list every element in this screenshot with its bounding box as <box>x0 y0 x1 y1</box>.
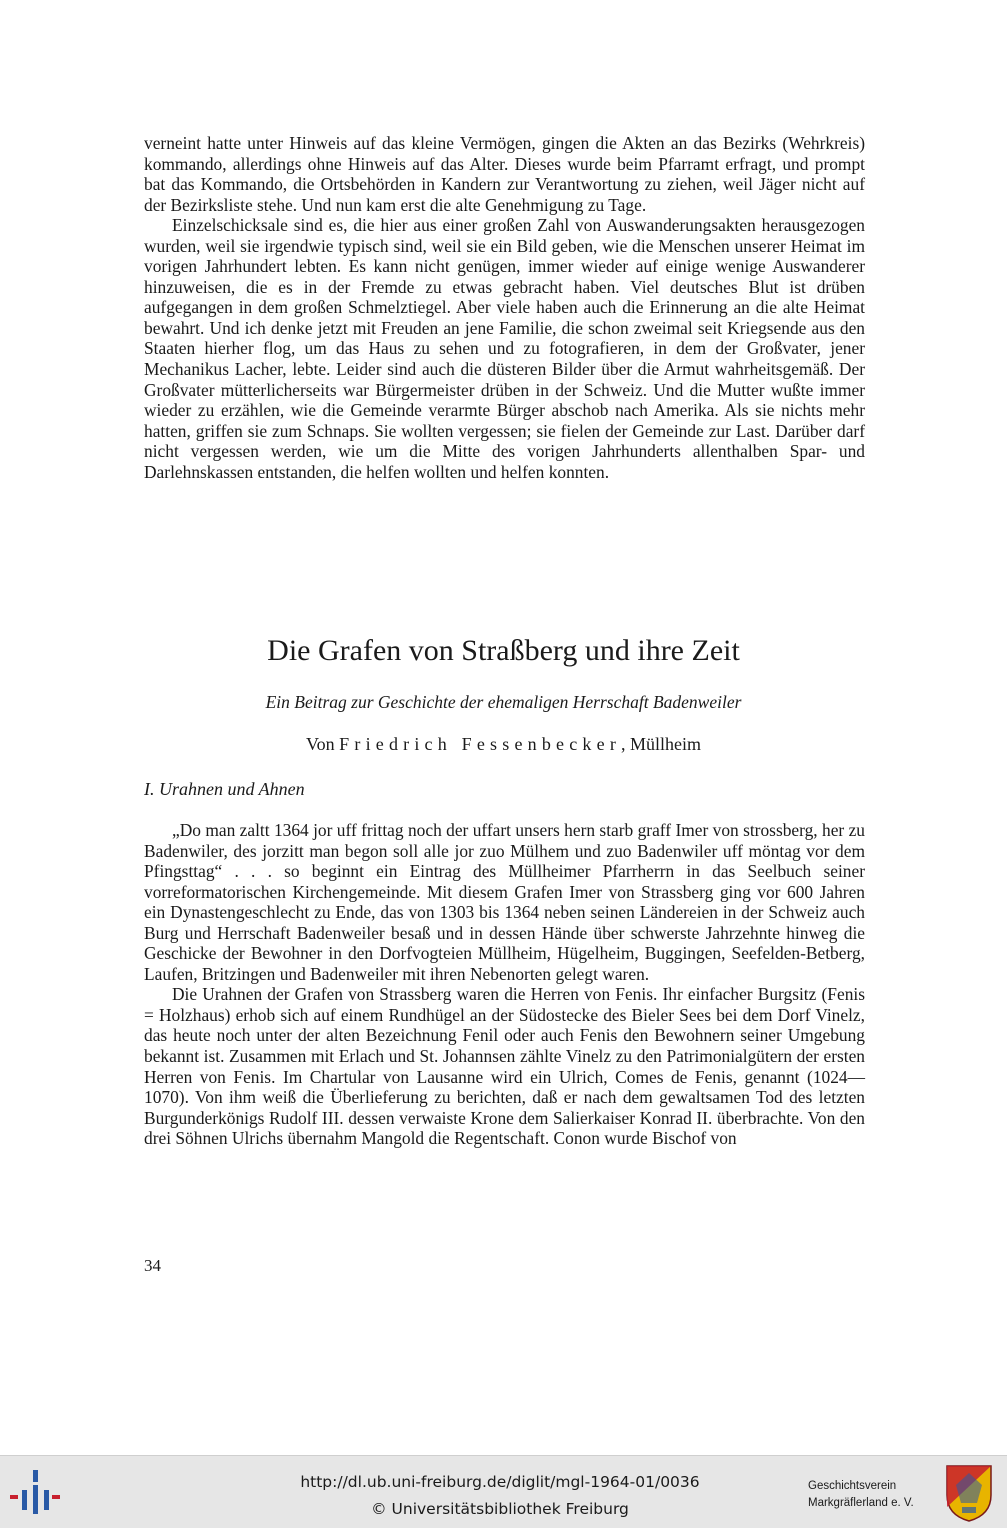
author-prefix: Von <box>305 734 335 754</box>
author-place: , Müllheim <box>621 734 702 754</box>
coat-of-arms-icon <box>944 1463 994 1523</box>
footer-bar <box>0 1455 1007 1528</box>
society-name <box>808 1478 940 1512</box>
author-name: Friedrich Fessenbecker <box>339 734 622 754</box>
footer-url-link[interactable]: http://dl.ub.uni-freiburg.de/diglit/mgl-1964-01/0036 <box>300 1473 700 1491</box>
society-name-line2: Markgräflerland e. V. <box>808 1497 914 1509</box>
section-paragraph: „Do man zaltt 1364 jor uff frittag noch der uffart unsers hern starb graff Imer von strossberg, her zu Badenwiler, des jorzitt man begon soll alle jor zuo Mülhem und zuo Badenwiler uff möntag vor dem Pfingsttag“ . . . so beginnt ein Eintrag des Müllheimer Pfarrherrn in das Seelbuch seiner vorreformatorischen Kirchengemeinde. Mit diesem Grafen Imer von Strassberg ging vor 600 Jahren ein Dynastengeschlecht zu Ende, das von 1303 bis 1364 neben seinen Ländereien in der Schweiz auch Burg und Herrschaft Badenweiler besaß und in dessen Hände über schwerste Jahrzehnte hinweg die Geschicke der Bewohner in den Dorfvogteien Müllheim, Hügelheim, Buggingen, Seefelden-Betberg, Laufen, Britzingen und Badenweiler mit ihren Nebenorten gelegt waren. <box>144 820 865 984</box>
article-subtitle: Ein Beitrag zur Geschichte der ehemaligen Herrschaft Badenweiler <box>265 692 742 712</box>
intro-text <box>144 133 865 482</box>
section-heading: I. Urahnen und Ahnen <box>144 779 305 799</box>
page-number: 34 <box>144 1256 161 1275</box>
section-text <box>144 820 865 1149</box>
intro-paragraph: Einzelschicksale sind es, die hier aus einer großen Zahl von Auswanderungsakten herausgezogen wurden, weil sie irgendwie typisch sind, weil sie ein Bild geben, wie die Menschen unserer Heimat im vorigen Jahrhundert lebten. Es kann nicht genügen, immer wieder auf einige wenige Auswanderer hinzuweisen, die es in der Fremde zu etwas gebracht haben. Viel deutsches Blut ist drüben aufgegangen in dem großen Schmelztiegel. Aber viele haben auch die Erinnerung an die alte Heimat bewahrt. Und ich denke jetzt mit Freuden an jene Familie, die schon zweimal seit Kriegsende aus den Staaten hierher flog, um das Haus zu sehen und zu fotografieren, in dem der Großvater, jener Mechanikus Lacher, lebte. Leider sind auch die düsteren Bilder über die Armut wahrheitsgemäß. Der Großvater mütterlicherseits war Bürgermeister drüben in der Schweiz. Und die Mutter wußte immer wieder zu erzählen, wie die Gemeinde verarmte Bürger abschob nach Amerika. Als sie nichts mehr hatten, griffen sie zum Schnaps. Sie wollten vergessen; sie fielen der Gemeinde zur Last. Darüber darf nicht vergessen werden, wie um die Mitte des vorigen Jahrhunderts allenthalben Spar- und Darlehnskassen entstanden, die helfen wollten und helfen konnten. <box>144 215 865 482</box>
article-title: Die Grafen von Straßberg und ihre Zeit <box>267 634 740 667</box>
intro-paragraph: verneint hatte unter Hinweis auf das kleine Vermögen, gingen die Akten an das Bezirks (Wehrkreis) kommando, allerdings ohne Hinweis auf das Alter. Dieses wurde beim Pfarramt erfragt, und prompt bat das Kommando, die Ortsbehörden in Kandern zur Verantwortung zu ziehen, weil Jäger nicht auf der Bezirksliste stehe. Und nun kam erst die alte Genehmigung zu Tage. <box>144 133 865 215</box>
footer-copyright: © Universitätsbibliothek Freiburg <box>371 1500 629 1518</box>
university-library-logo-icon[interactable] <box>8 1468 66 1516</box>
section-paragraph: Die Urahnen der Grafen von Strassberg waren die Herren von Fenis. Ihr einfacher Burgsitz (Fenis = Holzhaus) erhob sich auf einem Rundhügel an der Südostecke des Bieler Sees bei dem Dorf Vinelz, das heute noch unter der alten Bezeichnung Fenil oder auch Fenis den Bewohnern seiner Umgebung bekannt ist. Zusammen mit Erlach und St. Johannsen zählte Vinelz zu den Patrimonialgütern der ersten Herren von Fenis. Im Chartular von Lausanne wird ein Ulrich, Comes de Fenis, genannt (1024—1070). Von ihm weiß die Überlieferung zu berichten, daß er nach dem gewaltsamen Tod des letzten Burgunderkönigs Rudolf III. dessen verwaiste Krone dem Salierkaiser Konrad II. überbrachte. Von den drei Söhnen Ulrichs übernahm Mangold die Regentschaft. Conon wurde Bischof von <box>144 984 865 1149</box>
society-name-line1: Geschichtsverein <box>808 1480 897 1492</box>
article-author <box>0 734 1007 755</box>
